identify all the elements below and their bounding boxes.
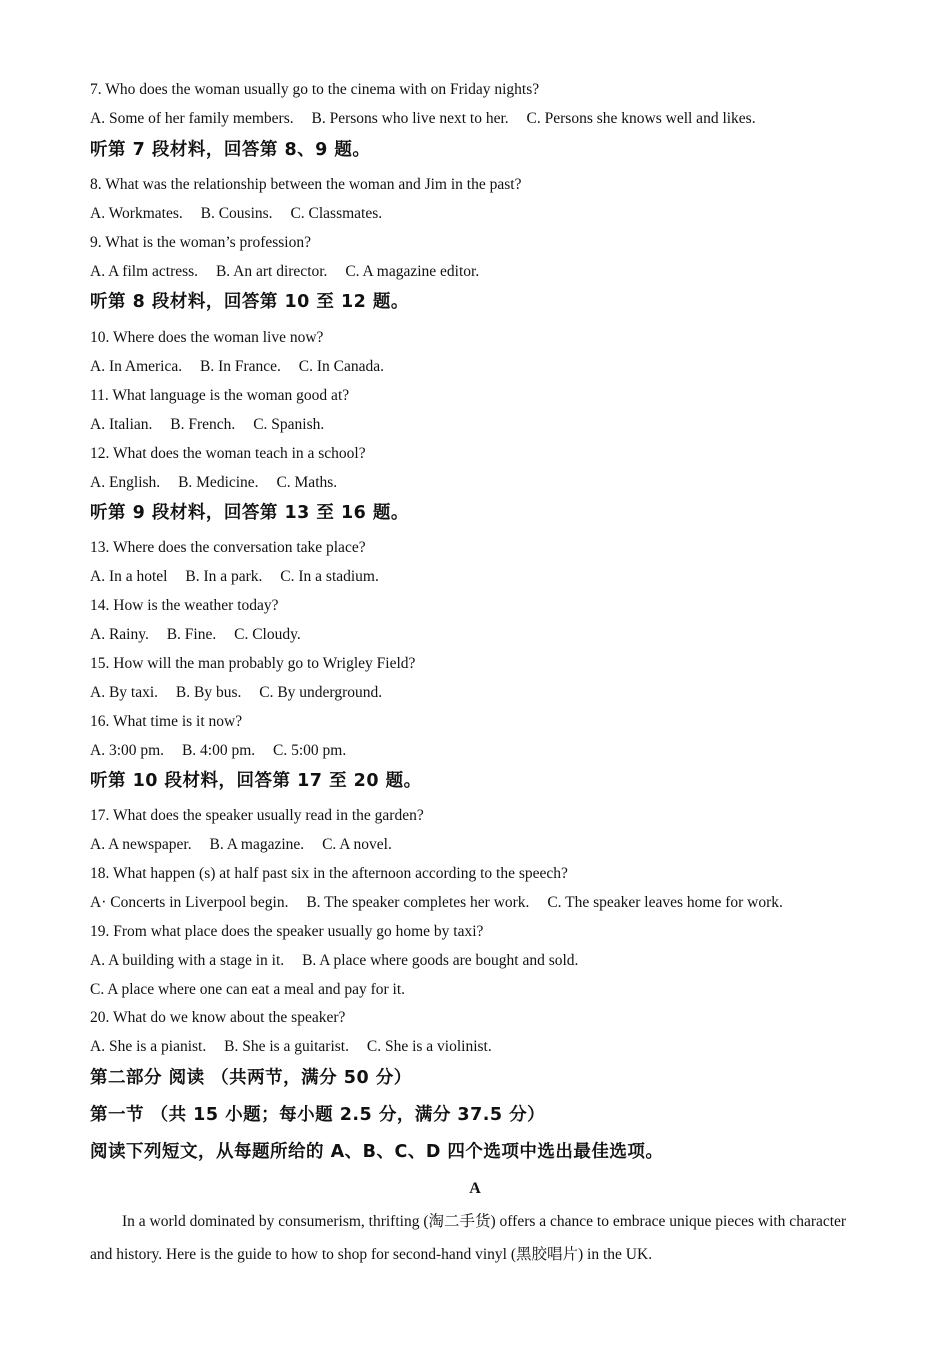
question-19-stem: 19. From what place does the speaker usually go home by taxi? [90,923,484,940]
option-a: A. English. [90,474,161,491]
option-a: A. 3:00 pm. [90,742,165,759]
option-a: A. A building with a stage in it. [90,952,285,969]
question-12-options [90,473,337,493]
option-b: B. Medicine. [178,474,259,491]
section-heading-8: 听第 8 段材料，回答第 10 至 12 题。 [90,292,409,312]
question-14-options [90,625,301,645]
question-9-options [90,262,479,282]
option-b: B. 4:00 pm. [181,742,256,759]
option-c: C. In a stadium. [280,568,379,585]
question-15-stem: 15. How will the man probably go to Wrigley Field? [90,655,416,672]
option-a: A· Concerts in Liverpool begin. [90,894,289,911]
option-c: C. 5:00 pm. [273,742,347,759]
option-a: A. She is a pianist. [90,1038,207,1055]
question-16-stem: 16. What time is it now? [90,713,243,730]
option-b: B. Fine. [166,626,217,643]
section-heading-9: 听第 9 段材料，回答第 13 至 16 题。 [90,503,409,523]
option-a: A. Some of her family members. [90,110,294,127]
section-one-heading: 第一节 （共 15 小题；每小题 2.5 分，满分 37.5 分） [90,1105,546,1125]
option-c: C. By underground. [259,684,383,701]
question-13-stem: 13. Where does the conversation take place? [90,539,366,556]
option-c: C. Cloudy. [234,626,301,643]
option-c: C. A novel. [322,836,392,853]
option-b: B. Persons who live next to her. [311,110,509,127]
part-two-heading: 第二部分 阅读 （共两节，满分 50 分） [90,1068,412,1088]
question-12-stem: 12. What does the woman teach in a school? [90,445,366,462]
option-a: A. By taxi. [90,684,159,701]
question-15-options [90,683,382,703]
section-heading-10: 听第 10 段材料，回答第 17 至 20 题。 [90,771,422,791]
option-b: B. In France. [199,358,281,375]
question-11-options [90,415,324,435]
option-b: B. In a park. [185,568,263,585]
option-c: C. The speaker leaves home for work. [547,894,783,911]
option-c: C. Maths. [276,474,338,491]
option-a: A. In America. [90,358,183,375]
option-c: C. A magazine editor. [345,263,480,280]
option-b: B. Cousins. [200,205,273,222]
option-b: B. A place where goods are bought and sold. [302,952,579,969]
passage-letter: A [469,1180,481,1197]
option-a: A. In a hotel [90,568,168,585]
option-b: B. French. [170,416,236,433]
question-17-options [90,835,392,855]
passage-paragraph: In a world dominated by consumerism, thrifting (淘二手货) offers a chance to embrace unique pieces with character and history. Here is the guide to how to shop for second-hand vinyl (黑胶唱片) in the UK. [90,1213,847,1263]
section-heading-7: 听第 7 段材料，回答第 8、9 题。 [90,140,371,160]
option-b: B. A magazine. [209,836,305,853]
question-18-stem: 18. What happen (s) at half past six in the afternoon according to the speech? [90,865,568,882]
question-19-options [90,951,578,971]
option-b: B. By bus. [175,684,242,701]
question-20-options [90,1037,492,1057]
option-c: C. She is a violinist. [366,1038,492,1055]
option-a: A. Workmates. [90,205,183,222]
reading-instruction: 阅读下列短文，从每题所给的 A、B、C、D 四个选项中选出最佳选项。 [90,1142,664,1162]
question-11-stem: 11. What language is the woman good at? [90,387,350,404]
question-13-options [90,567,379,587]
question-9-stem: 9. What is the woman’s profession? [90,234,311,251]
question-19-option-c: C. A place where one can eat a meal and pay for it. [90,981,406,998]
question-14-stem: 14. How is the weather today? [90,597,279,614]
question-16-options [90,741,346,761]
option-a: A. Rainy. [90,626,149,643]
option-c: C. Classmates. [290,205,383,222]
question-20-stem: 20. What do we know about the speaker? [90,1009,346,1026]
question-10-stem: 10. Where does the woman live now? [90,329,324,346]
question-8-options [90,204,382,224]
option-a: A. A newspaper. [90,836,192,853]
option-c: C. In Canada. [298,358,385,375]
option-b: B. She is a guitarist. [224,1038,349,1055]
question-7-options [90,109,756,129]
option-a: A. Italian. [90,416,153,433]
option-b: B. The speaker completes her work. [306,894,530,911]
question-7-stem: 7. Who does the woman usually go to the cinema with on Friday nights? [90,81,540,98]
option-c: C. Spanish. [253,416,325,433]
question-18-options [90,893,783,913]
option-a: A. A film actress. [90,263,199,280]
question-8-stem: 8. What was the relationship between the woman and Jim in the past? [90,176,522,193]
option-b: B. An art director. [215,263,328,280]
question-10-options [90,357,384,377]
question-17-stem: 17. What does the speaker usually read in the garden? [90,807,424,824]
option-c: C. Persons she knows well and likes. [526,110,756,127]
